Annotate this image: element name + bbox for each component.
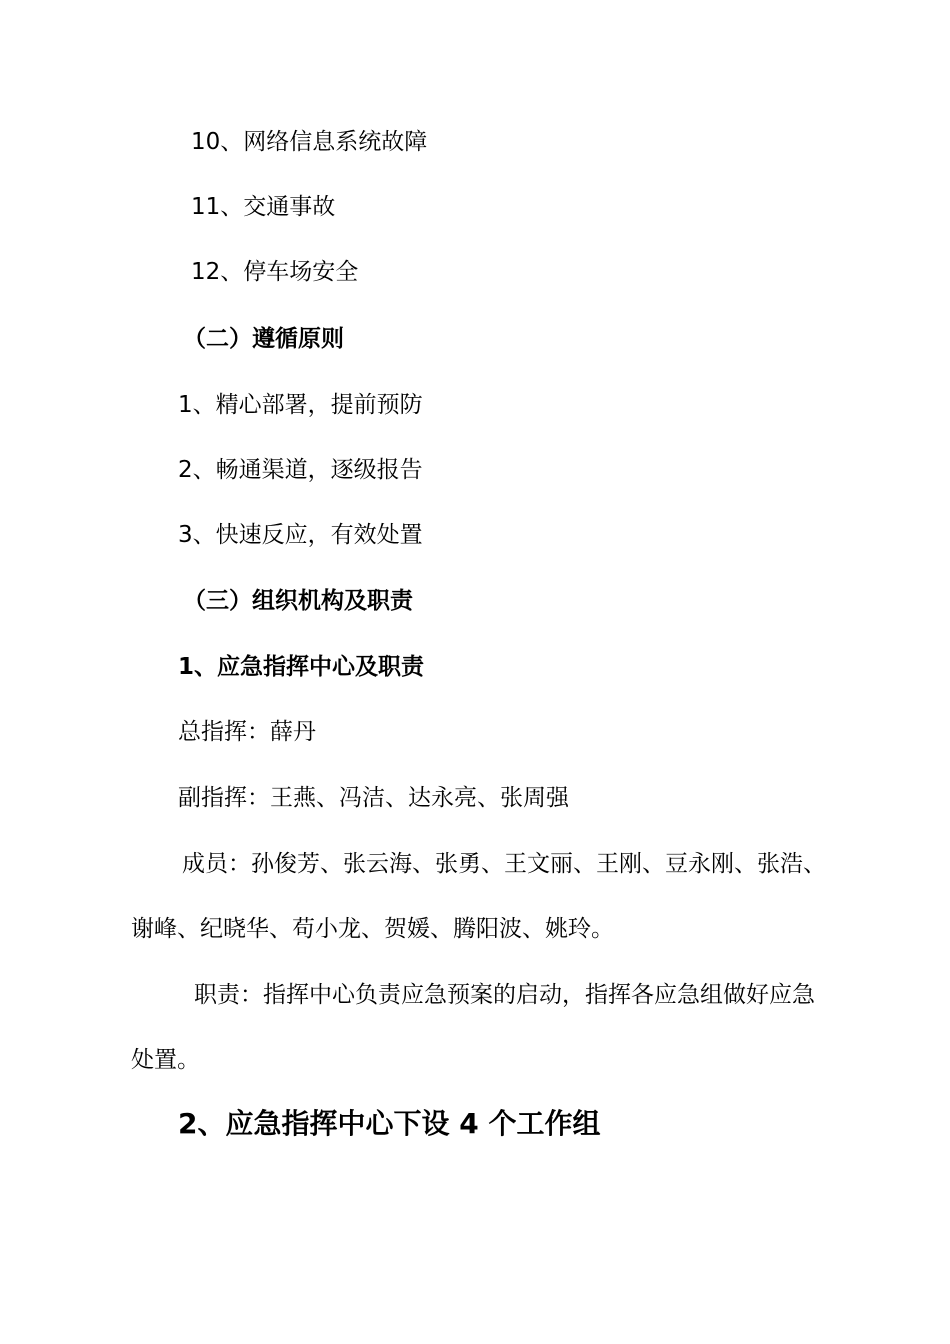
members-line-2: 谢峰、纪晓华、苟小龙、贺媛、腾阳波、姚玲。 [131, 916, 614, 942]
principle-item-1: 1、精心部署，提前预防 [178, 392, 423, 418]
list-item-10: 10、网络信息系统故障 [191, 129, 428, 155]
commander-line: 总指挥：薛丹 [178, 719, 316, 745]
subheading-command-center: 1、应急指挥中心及职责 [178, 654, 425, 680]
subheading-work-groups: 2、应急指挥中心下设 4 个工作组 [178, 1107, 601, 1140]
list-item-11: 11、交通事故 [191, 194, 336, 220]
list-item-12: 12、停车场安全 [191, 259, 359, 285]
members-line-1: 成员：孙俊芳、张云海、张勇、王文丽、王刚、豆永刚、张浩、 [182, 851, 826, 877]
duty-line-1: 职责：指挥中心负责应急预案的启动，指挥各应急组做好应急 [194, 982, 815, 1008]
section-heading-organization: （三）组织机构及职责 [183, 588, 413, 614]
principle-item-3: 3、快速反应，有效处置 [178, 522, 423, 548]
deputy-commander-line: 副指挥：王燕、冯洁、达永亮、张周强 [178, 785, 569, 811]
section-heading-principles: （二）遵循原则 [183, 326, 344, 352]
principle-item-2: 2、畅通渠道，逐级报告 [178, 457, 423, 483]
duty-line-2: 处置。 [131, 1047, 200, 1073]
